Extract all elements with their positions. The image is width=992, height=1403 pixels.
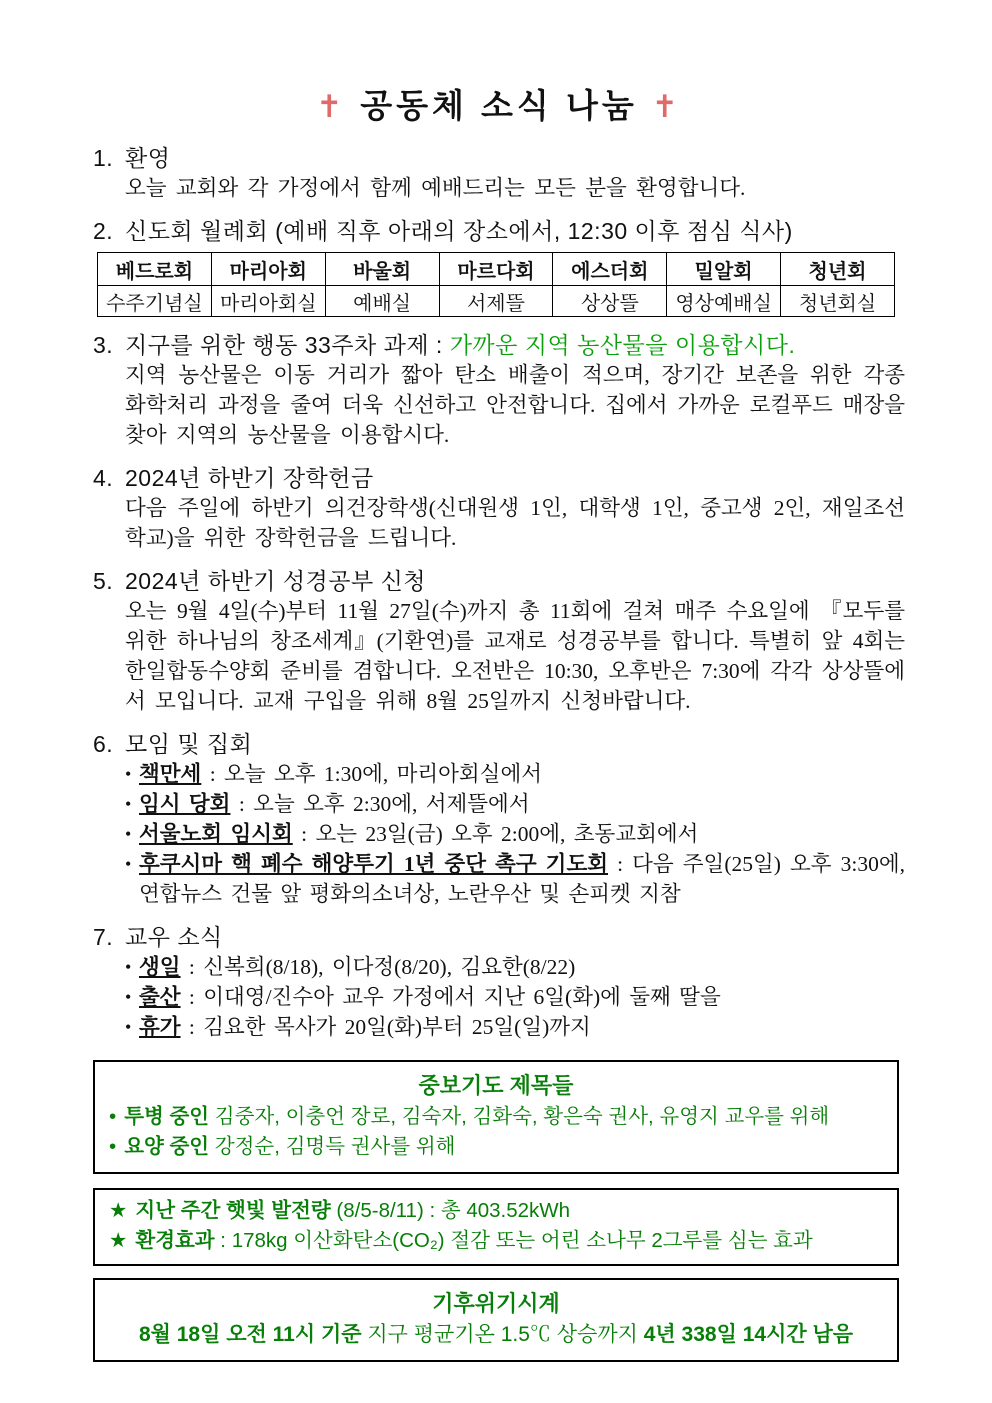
- list-item: [125, 982, 905, 1012]
- section-heading: [93, 729, 905, 759]
- item-label: 휴가: [139, 1015, 181, 1039]
- section-body: 지역 농산물은 이동 거리가 짧아 탄소 배출이 적으며, 장기간 보존을 위한 각종 화학처리 과정을 줄여 더욱 신선하고 안전합니다. 집에서 가까운 로컬푸드 매장을 찾아 지역의 농산물을 이용합시다.: [125, 363, 905, 447]
- section-number: 6.: [93, 731, 114, 757]
- climate-date-text: 8월 18일 오전 11시 기준: [138, 1323, 362, 1346]
- item-label: 임시 당회: [139, 792, 231, 816]
- table-cell: 청년회실: [781, 286, 895, 317]
- heading-prefix: 지구를 위한 행동 33주차 과제 :: [125, 332, 450, 358]
- item-label: 생일: [139, 955, 181, 979]
- section-heading: [93, 922, 905, 952]
- table-cell: 예배실: [325, 286, 439, 317]
- section-body: 다음 주일에 하반기 의건장학생(신대원생 1인, 대학생 1인, 중고생 2인, 재일조선학교)을 위한 장학헌금을 드립니다.: [125, 496, 905, 550]
- section-body: 오는 9월 4일(수)부터 11월 27일(수)까지 총 11회에 걸쳐 매주 수요일에 『모두를 위한 하나님의 창조세계』(기환연)를 교재로 성경공부를 합니다. 특별히 앞 4회는 한일합동수양회 준비를 겸합니다. 오전반은 10:30, 오후반은 7:30에 각각 상상뜰에서 모입니다. 교재 구입을 위해 8월 25일까지 신청바랍니다.: [125, 599, 905, 713]
- table-cell: 마리아회실: [211, 286, 325, 317]
- section-number: 2.: [93, 218, 114, 244]
- table-cell: 수주기념실: [98, 286, 212, 317]
- item-label: 후쿠시마 핵 폐수 해양투기 1년 중단 촉구 기도회: [139, 852, 608, 876]
- item-text: : 김요한 목사가 20일(화)부터 25일(일)까지: [180, 1015, 591, 1039]
- climate-clock-line: [109, 1320, 883, 1350]
- bullet-icon: •: [109, 1135, 117, 1158]
- section-heading-text: [125, 330, 795, 360]
- section-body: 오늘 교회와 각 가정에서 함께 예배드리는 모든 분을 환영합니다.: [125, 176, 746, 200]
- cross-icon: ✝: [651, 89, 682, 124]
- star-icon: ★: [109, 1229, 128, 1252]
- table-header-cell: 마르다회: [439, 253, 553, 286]
- climate-normal-text: 지구 평균기온 1.5℃ 상승까지: [361, 1323, 644, 1346]
- table-header-row: [98, 253, 895, 286]
- prayer-box-title: 중보기도 제목들: [418, 1073, 574, 1098]
- list-item: [125, 952, 905, 982]
- prayer-requests-box: [93, 1060, 899, 1174]
- item-label: 지난 주간 햇빛 발전량: [135, 1199, 331, 1222]
- solar-power-box: [93, 1188, 899, 1266]
- bullet-icon: •: [125, 854, 132, 874]
- item-label: 출산: [139, 985, 181, 1009]
- heading-highlight: 가까운 지역 농산물을 이용합시다.: [449, 332, 796, 358]
- section-heading: [93, 216, 905, 246]
- table-header-cell: 마리아회: [211, 253, 325, 286]
- section-scholarship: [93, 463, 905, 553]
- section-member-news: [93, 922, 905, 1042]
- list-item: [125, 849, 905, 909]
- page-title-text: 공동체 소식 나눔: [360, 87, 638, 124]
- solar-item: [109, 1196, 883, 1226]
- bullet-icon: •: [125, 764, 132, 784]
- section-heading: [93, 566, 905, 596]
- table-cell: 영상예배실: [667, 286, 781, 317]
- section-number: 3.: [93, 332, 114, 358]
- section-number: 7.: [93, 924, 114, 950]
- section-heading-text: 교우 소식: [125, 924, 223, 950]
- section-number: 1.: [93, 145, 114, 171]
- item-text: 김중자, 이충언 장로, 김숙자, 김화숙, 황은숙 권사, 유영지 교우를 위해: [209, 1105, 830, 1128]
- climate-clock-box: [93, 1278, 899, 1362]
- table-header-cell: 바울회: [325, 253, 439, 286]
- bullet-list: [125, 759, 905, 909]
- item-text: (8/5-8/11) : 총 403.52kWh: [330, 1199, 571, 1222]
- table-header-cell: 에스더회: [553, 253, 667, 286]
- meeting-room-table: [97, 252, 895, 317]
- item-label: 환경효과: [135, 1229, 215, 1252]
- prayer-item: [109, 1102, 883, 1132]
- bullet-list: [125, 952, 905, 1042]
- item-text: : 이대영/진수아 교우 가정에서 지난 6일(화)에 둘째 딸을: [180, 985, 721, 1009]
- bullet-icon: •: [125, 824, 132, 844]
- section-earth-action: [93, 330, 905, 450]
- table-row: [98, 286, 895, 317]
- table-cell: 서제뜰: [439, 286, 553, 317]
- section-heading-text: 2024년 하반기 장학헌금: [125, 465, 374, 491]
- item-label: 요양 중인: [124, 1135, 210, 1158]
- climate-box-title: 기후위기시계: [432, 1291, 560, 1316]
- bullet-icon: •: [109, 1105, 117, 1128]
- bullet-icon: •: [125, 1017, 132, 1037]
- page-title: [93, 86, 905, 127]
- section-welcome: [93, 143, 905, 203]
- cross-icon: ✝: [316, 89, 347, 124]
- item-text: : 오늘 오후 1:30에, 마리아회실에서: [201, 762, 542, 786]
- section-heading-text: 모임 및 집회: [125, 731, 253, 757]
- item-label: 서울노회 임시회: [139, 822, 293, 846]
- section-heading-text: 2024년 하반기 성경공부 신청: [125, 568, 427, 594]
- prayer-item: [109, 1132, 883, 1162]
- table-cell: 상상뜰: [553, 286, 667, 317]
- item-text: : 178kg 이산화탄소(CO₂) 절감 또는 어린 소나무 2그루를 심는 효과: [214, 1229, 813, 1252]
- section-heading: [93, 463, 905, 493]
- item-text: : 신복희(8/18), 이다정(8/20), 김요한(8/22): [180, 955, 576, 979]
- item-text: : 다음 주일(25일) 오후 3:30에, 연합뉴스 건물 앞 평화의소녀상, 노란우산 및 손피켓 지참: [139, 852, 905, 906]
- section-gatherings: [93, 729, 905, 909]
- item-text: : 오늘 오후 2:30에, 서제뜰에서: [230, 792, 530, 816]
- section-heading-text: 환영: [125, 145, 171, 171]
- bullet-icon: •: [125, 957, 132, 977]
- bullet-icon: •: [125, 987, 132, 1007]
- item-text: : 오는 23일(금) 오후 2:00에, 초동교회에서: [292, 822, 699, 846]
- table-header-cell: 청년회: [781, 253, 895, 286]
- section-number: 5.: [93, 568, 114, 594]
- list-item: [125, 1012, 905, 1042]
- section-bible-study: [93, 566, 905, 716]
- section-number: 4.: [93, 465, 114, 491]
- item-label: 책만세: [139, 762, 202, 786]
- item-label: 투병 중인: [124, 1105, 210, 1128]
- section-heading-text: 신도회 월례회 (예배 직후 아래의 장소에서, 12:30 이후 점심 식사): [125, 218, 793, 244]
- climate-remaining-text: 4년 338일 14시간 남음: [643, 1323, 854, 1346]
- section-monthly-meeting: [93, 216, 905, 317]
- table-header-cell: 밀알회: [667, 253, 781, 286]
- list-item: [125, 819, 905, 849]
- bullet-icon: •: [125, 794, 132, 814]
- section-heading: [93, 330, 905, 360]
- item-text: 강정순, 김명득 권사를 위해: [209, 1135, 456, 1158]
- list-item: [125, 759, 905, 789]
- star-icon: ★: [109, 1199, 128, 1222]
- section-heading: [93, 143, 905, 173]
- list-item: [125, 789, 905, 819]
- table-header-cell: 베드로회: [98, 253, 212, 286]
- solar-item: [109, 1226, 883, 1256]
